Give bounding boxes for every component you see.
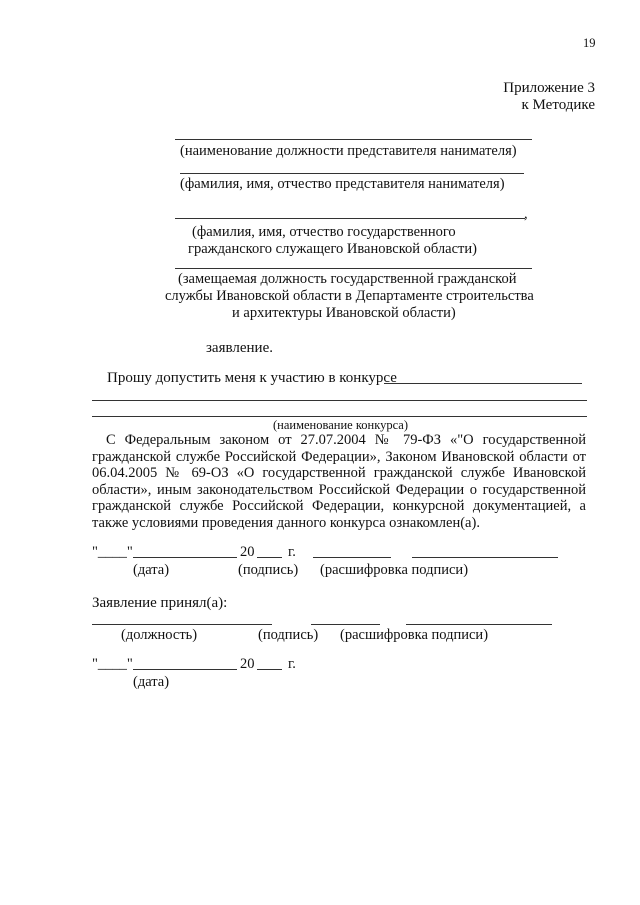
accepted-position-caption: (должность) — [121, 627, 198, 643]
employee-name-line — [175, 218, 525, 219]
date-2-year-line — [257, 669, 282, 670]
date-1-month-line — [133, 557, 237, 558]
date-2-month-line — [133, 669, 237, 670]
date-1-year-prefix: 20 — [240, 544, 255, 560]
employee-position-caption-3: и архитектуры Ивановской области) — [232, 305, 456, 321]
contest-caption: (наименование конкурса) — [273, 418, 409, 432]
employer-name-line — [180, 173, 524, 174]
date-1-day: "____" — [92, 544, 133, 560]
date-2-year-prefix: 20 — [240, 656, 255, 672]
document-title: заявление. — [206, 340, 273, 356]
contest-line-2 — [92, 400, 587, 401]
date-2-day: "____" — [92, 656, 133, 672]
accepted-signature-caption: (подпись) — [258, 627, 319, 643]
employer-position-line — [175, 139, 532, 140]
employer-name-caption: (фамилия, имя, отчество представителя нанимателя) — [180, 176, 505, 192]
date-2-caption: (дата) — [133, 674, 170, 690]
accepted-label: Заявление принял(а): — [92, 595, 228, 611]
date-1-caption: (дата) — [133, 562, 170, 578]
acknowledgement-paragraph: С Федеральным законом от 27.07.2004 № 79-ФЗ «"О государственной гражданской службе Российской Федерации», Законом Ивановской области от 06.04.2005 № 69-ОЗ «О государственной гражданской службе Ивановской области», иным законодательством Российской Федерации о государственной гражданской службе Российской Федерации, конкурсной документацией, а также условиями проведения данного конкурса ознакомлен(а). — [92, 432, 586, 531]
accepted-position-line — [92, 624, 272, 625]
decode-1-caption: (расшифровка подписи) — [320, 562, 469, 578]
employee-name-comma: , — [524, 206, 528, 222]
appendix-line-2: к Методике — [521, 97, 595, 113]
appendix-line-1: Приложение 3 — [503, 80, 595, 96]
request-text: Прошу допустить меня к участию в конкурсе — [107, 370, 397, 386]
signature-1-caption: (подпись) — [238, 562, 299, 578]
accepted-signature-line — [311, 624, 380, 625]
page-number: 19 — [583, 36, 596, 50]
employee-position-caption-2: службы Ивановской области в Департаменте строительства — [165, 288, 534, 304]
accepted-decode-caption: (расшифровка подписи) — [340, 627, 489, 643]
employee-name-caption-1: (фамилия, имя, отчество государственного — [192, 224, 456, 240]
contest-line-1 — [384, 383, 582, 384]
employee-name-caption-2: гражданского служащего Ивановской области) — [188, 241, 477, 257]
employee-position-line — [175, 268, 532, 269]
accepted-decode-line — [406, 624, 552, 625]
decode-1-line — [412, 557, 558, 558]
contest-line-3 — [92, 416, 587, 417]
employer-position-caption: (наименование должности представителя нанимателя) — [180, 143, 517, 159]
date-1-year-line — [257, 557, 282, 558]
employee-position-caption-1: (замещаемая должность государственной гражданской — [178, 271, 517, 287]
signature-1-line — [313, 557, 391, 558]
date-1-year-suffix: г. — [288, 544, 296, 560]
date-2-year-suffix: г. — [288, 656, 296, 672]
